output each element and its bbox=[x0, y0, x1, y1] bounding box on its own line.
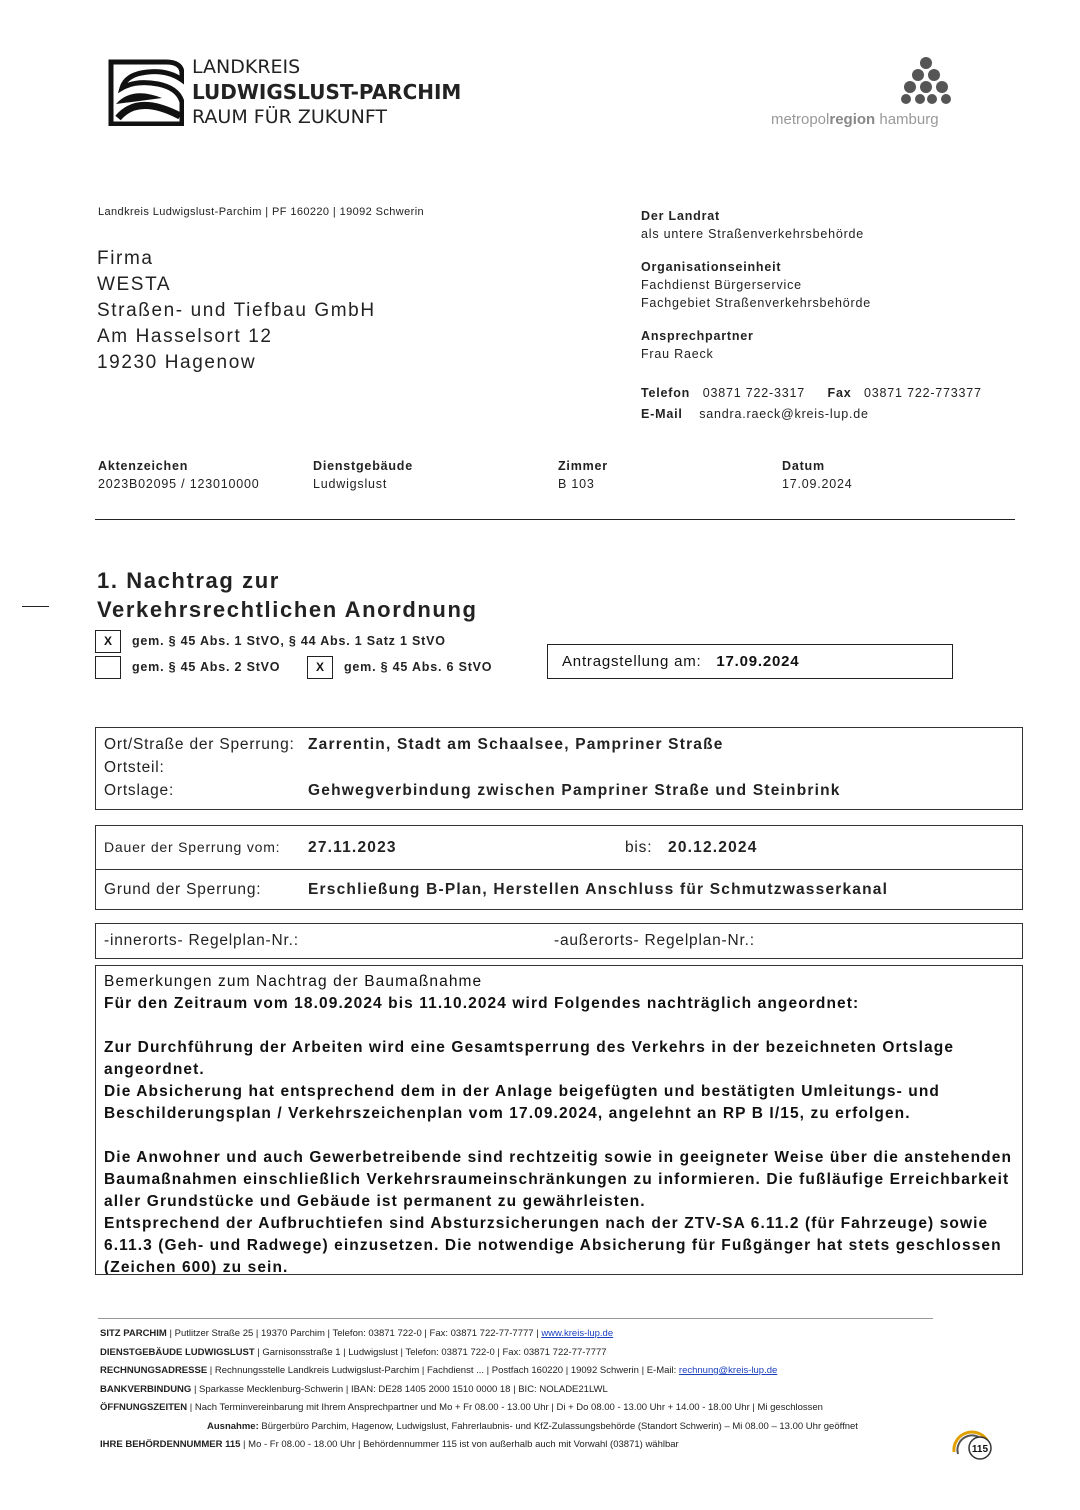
duration-box bbox=[95, 825, 1023, 910]
behoerdennummer-115-icon bbox=[948, 1422, 994, 1462]
metro-prefix: metropol bbox=[771, 111, 830, 128]
sender-line: Landkreis Ludwigslust-Parchim | PF 160220 | 19092 Schwerin bbox=[98, 206, 425, 218]
logo-line-1: LANDKREIS bbox=[192, 56, 301, 78]
footer-rechnung-text: | Rechnungsstelle Landkreis Ludwigslust-Parchim | Fachdienst ... | Postfach 160220 | 19092 Schwerin | E-Mail: bbox=[207, 1365, 679, 1376]
regelplan-box bbox=[95, 923, 1023, 959]
footer-divider bbox=[98, 1318, 933, 1319]
date-label: Datum bbox=[782, 459, 825, 473]
footer-oeffnung bbox=[100, 1399, 858, 1418]
duration-divider bbox=[96, 869, 1022, 870]
footer-ausnahme-label: Ausnahme: bbox=[207, 1420, 259, 1432]
metro-bold: region bbox=[829, 111, 876, 128]
landrat-label: Der Landrat bbox=[641, 209, 720, 223]
application-date bbox=[562, 653, 799, 670]
phone-value: 03871 722-3317 bbox=[702, 386, 805, 400]
reason-value: Erschließung B-Plan, Herstellen Anschluss für Schmutzwasserkanal bbox=[308, 881, 889, 898]
authority-info bbox=[641, 207, 982, 423]
application-date-label: Antragstellung am: bbox=[562, 653, 702, 670]
contact-value: Frau Raeck bbox=[641, 347, 714, 361]
footer-dienst-text: | Garnisonsstraße 1 | Ludwigslust | Telefon: 03871 722-0 | Fax: 03871 722-77-7777 bbox=[254, 1346, 607, 1358]
recipient-address bbox=[97, 246, 376, 376]
invoice-email-link[interactable]: rechnung@kreis-lup.de bbox=[678, 1365, 778, 1376]
phone-fax-line bbox=[641, 384, 982, 402]
website-link[interactable]: www.kreis-lup.de bbox=[541, 1328, 614, 1339]
site-label: Ortslage: bbox=[104, 782, 175, 799]
checkbox-abs1[interactable]: X bbox=[95, 630, 121, 653]
header-divider bbox=[95, 519, 1015, 520]
footer-rechnung bbox=[100, 1362, 858, 1381]
badge-text: 115 bbox=[971, 1444, 989, 1455]
application-date-box bbox=[547, 644, 953, 679]
footer-dienst bbox=[100, 1344, 858, 1363]
fax-label: Fax bbox=[827, 386, 852, 400]
title-line-2: Verkehrsrechtlichen Anordnung bbox=[97, 597, 478, 622]
email-line bbox=[641, 405, 982, 423]
landkreis-logo-icon bbox=[108, 58, 184, 126]
footer-sitz-label: SITZ PARCHIM bbox=[100, 1328, 167, 1339]
email-value[interactable]: sandra.raeck@kreis-lup.de bbox=[699, 407, 869, 421]
reason-label: Grund der Sperrung: bbox=[104, 881, 262, 898]
footer-bank-text: | Sparkasse Mecklenburg-Schwerin | IBAN: DE28 1405 2000 1510 0000 18 | BIC: NOLADE21LWL bbox=[191, 1383, 608, 1395]
footer-rechnung-label: RECHNUNGSADRESSE bbox=[100, 1365, 208, 1376]
aktenzeichen-value: 2023B02095 / 123010000 bbox=[98, 477, 260, 491]
recipient-line: WESTA bbox=[97, 274, 172, 295]
remarks-period: Für den Zeitraum vom 18.09.2024 bis 11.10.2024 wird Folgendes nachträglich angeordnet: bbox=[104, 995, 860, 1012]
metro-suffix: hamburg bbox=[875, 111, 939, 128]
outer-regelplan-label: -außerorts- Regelplan-Nr.: bbox=[554, 932, 755, 949]
site-value: Gehwegverbindung zwischen Pampriner Straße und Steinbrink bbox=[308, 782, 841, 799]
email-label: E-Mail bbox=[641, 407, 683, 421]
footer-oeffnung-text: | Nach Terminvereinbarung mit Ihrem Ansprechpartner und Mo + Fr 08.00 - 13.00 Uhr | Di + Do 08.00 - 13.00 Uhr + 14.00 - 18.00 Uhr | Mi geschlossen bbox=[187, 1402, 823, 1413]
org-label: Organisationseinheit bbox=[641, 260, 782, 274]
checkbox-abs6-label: gem. § 45 Abs. 6 StVO bbox=[344, 660, 493, 674]
metropolregion-logo-icon bbox=[898, 55, 954, 105]
footer-nummer bbox=[100, 1436, 858, 1455]
building-label: Dienstgebäude bbox=[313, 459, 413, 473]
building-value: Ludwigslust bbox=[313, 477, 388, 491]
logo-line-3: RAUM FÜR ZUKUNFT bbox=[192, 106, 388, 128]
title-line-1: 1. Nachtrag zur bbox=[97, 568, 280, 593]
footer-sitz-text: | Putlitzer Straße 25 | 19370 Parchim | Telefon: 03871 722-0 | Fax: 03871 722-77-7777 | bbox=[166, 1328, 542, 1339]
checkbox-abs6[interactable]: X bbox=[307, 656, 333, 679]
remarks-residents: Die Anwohner und auch Gewerbetreibende sind rechtzeitig sowie in geeigneter Weise über die anstehenden Baumaßnahmen einschließlich Verkehrsraumeinschränkungen zu informieren. Die fußläufige Erreichbarkeit aller Grundstücke und Gebäude ist permanent zu gewährleisten. bbox=[104, 1149, 1013, 1210]
from-label: Dauer der Sperrung vom: bbox=[104, 839, 281, 855]
room-label: Zimmer bbox=[558, 459, 608, 473]
to-value: 20.12.2024 bbox=[668, 839, 758, 856]
contact-label: Ansprechpartner bbox=[641, 329, 754, 343]
room-value: B 103 bbox=[558, 477, 595, 491]
org-line-2: Fachgebiet Straßenverkehrsbehörde bbox=[641, 296, 871, 310]
checkbox-abs2[interactable] bbox=[95, 656, 121, 679]
footer-sitz bbox=[100, 1325, 858, 1344]
aktenzeichen-label: Aktenzeichen bbox=[98, 459, 189, 473]
remarks-signage: Die Absicherung hat entsprechend dem in der Anlage beigefügten und bestätigten Umleitungs- und Beschilderungsplan / Verkehrszeichenplan vom 17.09.2024, angelehnt an RP B I/15, zu erfolgen. bbox=[104, 1083, 940, 1122]
date-field bbox=[782, 457, 853, 493]
footer-ausnahme-text: Bürgerbüro Parchim, Hagenow, Ludwigslust, Fahrerlaubnis- und KfZ-Zulassungsbehörde (Standort Schwerin) – Mi 08.00 – 13.00 Uhr geöffnet bbox=[258, 1420, 858, 1432]
remarks-box bbox=[95, 965, 1023, 1275]
fax-value: 03871 722-773377 bbox=[864, 386, 982, 400]
landkreis-logo-text bbox=[192, 55, 461, 130]
landrat-value: als untere Straßenverkehrsbehörde bbox=[641, 227, 865, 241]
aktenzeichen-field bbox=[98, 457, 260, 493]
recipient-line: Straßen- und Tiefbau GmbH bbox=[97, 300, 376, 321]
logo-line-2: LUDWIGSLUST-PARCHIM bbox=[192, 80, 462, 104]
inner-regelplan-label: -innerorts- Regelplan-Nr.: bbox=[104, 932, 299, 949]
remarks-closure: Zur Durchführung der Arbeiten wird eine Gesamtsperrung des Verkehrs in der bezeichneten Ortslage angeordnet. bbox=[104, 1039, 955, 1078]
footer-bank bbox=[100, 1381, 858, 1400]
org-line-1: Fachdienst Bürgerservice bbox=[641, 278, 802, 292]
footer-dienst-label: DIENSTGEBÄUDE LUDWIGSLUST bbox=[100, 1346, 255, 1358]
document-title bbox=[97, 566, 478, 624]
footer-oeffnung-label: ÖFFNUNGSZEITEN bbox=[100, 1402, 188, 1413]
street-label: Ort/Straße der Sperrung: bbox=[104, 736, 295, 753]
checkbox-abs1-label: gem. § 45 Abs. 1 StVO, § 44 Abs. 1 Satz 1 StVO bbox=[132, 634, 446, 648]
date-value: 17.09.2024 bbox=[782, 477, 853, 491]
street-value: Zarrentin, Stadt am Schaalsee, Pampriner Straße bbox=[308, 736, 724, 753]
checkbox-abs2-label: gem. § 45 Abs. 2 StVO bbox=[132, 660, 281, 674]
footer-ausnahme bbox=[100, 1418, 858, 1437]
phone-label: Telefon bbox=[641, 386, 691, 400]
footer-bank-label: BANKVERBINDUNG bbox=[100, 1383, 192, 1395]
application-date-value: 17.09.2024 bbox=[716, 653, 800, 670]
remarks-safety: Entsprechend der Aufbruchtiefen sind Absturzsicherungen nach der ZTV-SA 6.11.2 (für Fahrzeuge) sowie 6.11.3 (Geh- und Radwege) einzusetzen. Die notwendige Absicherung für Fußgänger hat stets geschlossen (Zeichen 600) zu sein. bbox=[104, 1215, 1002, 1275]
district-label: Ortsteil: bbox=[104, 759, 165, 776]
footer bbox=[100, 1325, 858, 1455]
recipient-line: Firma bbox=[97, 248, 154, 269]
building-field bbox=[313, 457, 413, 493]
to-label: bis: bbox=[625, 839, 653, 856]
fold-mark bbox=[22, 606, 49, 607]
recipient-line: 19230 Hagenow bbox=[97, 352, 257, 373]
from-value: 27.11.2023 bbox=[308, 839, 397, 856]
room-field bbox=[558, 457, 608, 493]
recipient-line: Am Hasselsort 12 bbox=[97, 326, 273, 347]
location-box bbox=[95, 727, 1023, 810]
footer-nummer-text: | Mo - Fr 08.00 - 18.00 Uhr | Behördennummer 115 ist von außerhalb auch mit Vorwahl (03871) wählbar bbox=[240, 1439, 679, 1450]
remarks-heading: Bemerkungen zum Nachtrag der Baumaßnahme bbox=[104, 973, 483, 990]
footer-nummer-label: IHRE BEHÖRDENNUMMER 115 bbox=[100, 1439, 241, 1450]
metropolregion-logo-text bbox=[771, 111, 939, 128]
